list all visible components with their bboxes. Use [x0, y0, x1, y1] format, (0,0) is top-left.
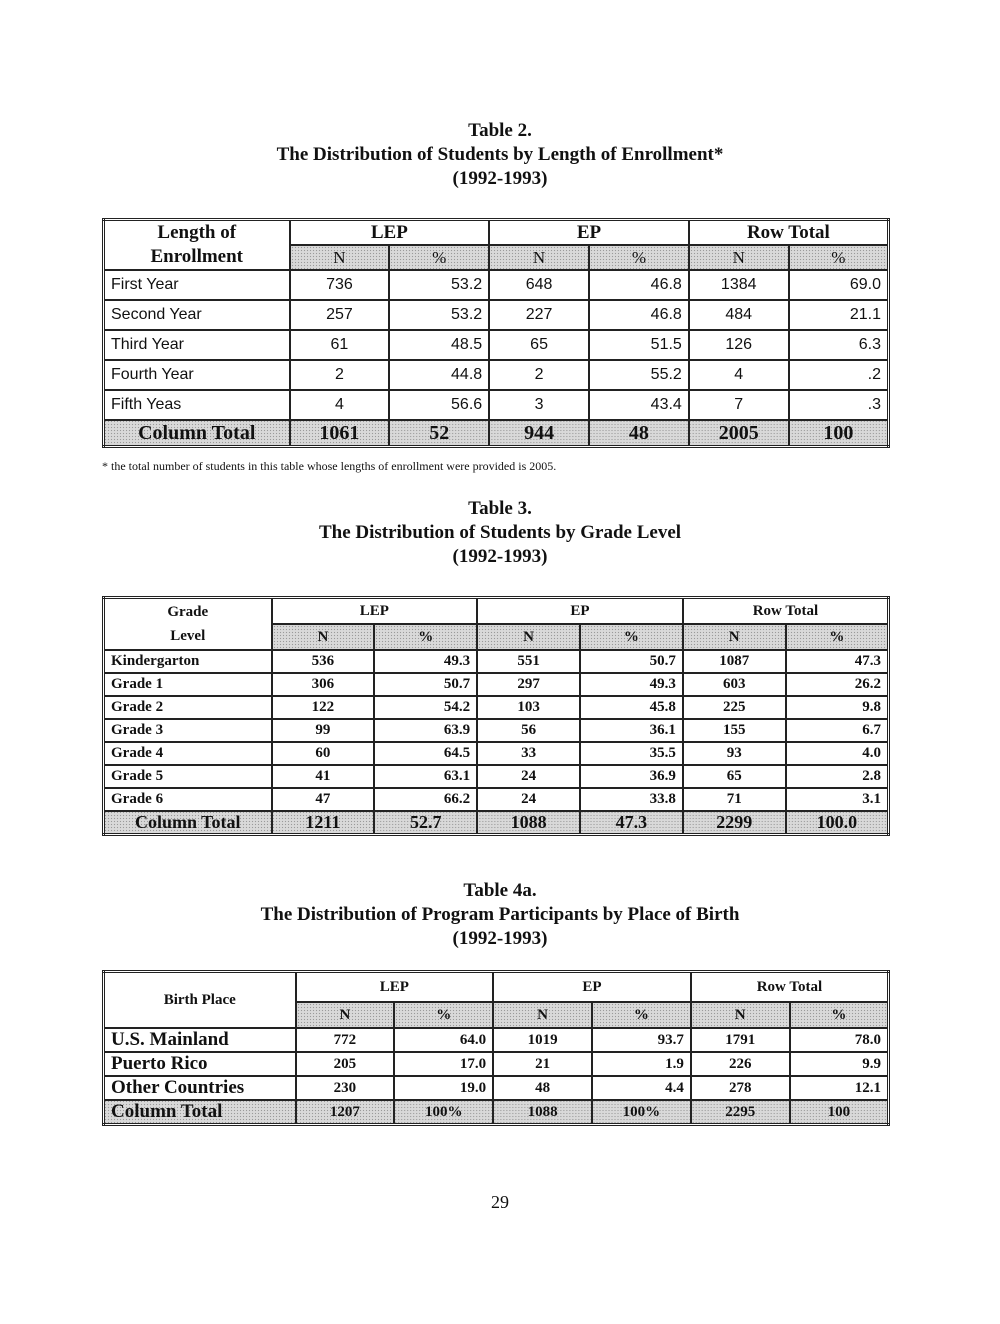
- table-cell: 41: [272, 765, 375, 788]
- table-cell: 278: [691, 1076, 790, 1100]
- table-cell: 19.0: [394, 1076, 493, 1100]
- table4a-group-row-total: Row Total: [691, 972, 889, 1003]
- table-cell: 227: [489, 300, 589, 330]
- table3-total-cell: 100.0: [786, 811, 889, 835]
- table-row: [104, 742, 889, 765]
- table-cell: 63.1: [374, 765, 477, 788]
- table4a-total-cell: 1207: [296, 1100, 395, 1125]
- row-label: Grade 5: [104, 765, 272, 788]
- table-cell: 306: [272, 673, 375, 696]
- table3-subheader-5: %: [786, 624, 889, 650]
- row-label: Grade 6: [104, 788, 272, 811]
- table3-group-lep: LEP: [272, 598, 478, 625]
- table-cell: 648: [489, 270, 589, 300]
- table-cell: 35.5: [580, 742, 683, 765]
- table-cell: 4.0: [786, 742, 889, 765]
- table-cell: 1791: [691, 1028, 790, 1052]
- table4a-title: Table 4a.: [463, 880, 537, 901]
- table2-subheader-3: %: [589, 245, 689, 270]
- table2-group-lep: LEP: [290, 220, 490, 246]
- table3-subheader-2: N: [477, 624, 580, 650]
- row-label: Second Year: [104, 300, 290, 330]
- table-cell: 1384: [689, 270, 789, 300]
- table4a-total-cell: 100%: [592, 1100, 691, 1125]
- table-cell: 78.0: [790, 1028, 889, 1052]
- table4a-subheader-4: N: [691, 1002, 790, 1028]
- table-cell: 53.2: [389, 300, 489, 330]
- table3-total-row: [104, 811, 889, 835]
- table-cell: 3: [489, 390, 589, 420]
- table-cell: 48: [493, 1076, 592, 1100]
- table2-total-cell: 48: [589, 420, 689, 447]
- table-cell: 225: [683, 696, 786, 719]
- table-row: [104, 270, 889, 300]
- table-cell: 47: [272, 788, 375, 811]
- page-number: 29: [491, 1192, 509, 1212]
- table3-subtitle: The Distribution of Students by Grade Level: [318, 522, 682, 543]
- table-cell: 93: [683, 742, 786, 765]
- table2-subtitle: The Distribution of Students by Length of Enrollment*: [276, 144, 724, 165]
- table-cell: 44.8: [389, 360, 489, 390]
- table-cell: 50.7: [374, 673, 477, 696]
- table-cell: 50.7: [580, 650, 683, 673]
- table4a-group-ep: EP: [493, 972, 691, 1003]
- table3-caption: [0, 497, 1000, 569]
- row-label: First Year: [104, 270, 290, 300]
- table-cell: 36.9: [580, 765, 683, 788]
- table-cell: 1.9: [592, 1052, 691, 1076]
- row-label: Fifth Yeas: [104, 390, 290, 420]
- table3-grade-level: [102, 596, 890, 836]
- table4a-total-cell: 100%: [394, 1100, 493, 1125]
- table-cell: 9.8: [786, 696, 889, 719]
- table-cell: 12.1: [790, 1076, 889, 1100]
- table-cell: 46.8: [589, 270, 689, 300]
- table-cell: .2: [789, 360, 889, 390]
- table3-subheader-1: %: [374, 624, 477, 650]
- table-cell: 33: [477, 742, 580, 765]
- table4a-subheader-5: %: [790, 1002, 889, 1028]
- table-cell: 21: [493, 1052, 592, 1076]
- table4a-total-label: Column Total: [104, 1100, 296, 1125]
- table-cell: 56.6: [389, 390, 489, 420]
- table-row: [104, 650, 889, 673]
- table2-title: Table 2.: [468, 120, 532, 141]
- table-cell: 65: [683, 765, 786, 788]
- table-cell: .3: [789, 390, 889, 420]
- table3-total-cell: 47.3: [580, 811, 683, 835]
- table-cell: 9.9: [790, 1052, 889, 1076]
- table-cell: 21.1: [789, 300, 889, 330]
- table3-total-cell: 1211: [272, 811, 375, 835]
- table-cell: 736: [290, 270, 390, 300]
- table2-subheader-2: N: [489, 245, 589, 270]
- table-cell: 155: [683, 719, 786, 742]
- table-row: [104, 360, 889, 390]
- table-cell: 24: [477, 788, 580, 811]
- table2-subheader-5: %: [789, 245, 889, 270]
- table2-total-cell: 2005: [689, 420, 789, 447]
- table-cell: 257: [290, 300, 390, 330]
- table4a-caption: [0, 879, 1000, 951]
- table3-title: Table 3.: [468, 498, 532, 519]
- table-row: [104, 696, 889, 719]
- table2-enrollment: [102, 218, 890, 448]
- table3-group-ep: EP: [477, 598, 683, 625]
- row-label: Grade 1: [104, 673, 272, 696]
- table3-label-header: Grade Level: [104, 598, 272, 651]
- row-label: Grade 2: [104, 696, 272, 719]
- table2-caption: [0, 119, 1000, 191]
- table-row: [104, 1052, 889, 1076]
- table-cell: 1087: [683, 650, 786, 673]
- table-cell: 60: [272, 742, 375, 765]
- table-row: [104, 788, 889, 811]
- row-label: Fourth Year: [104, 360, 290, 390]
- table-cell: 51.5: [589, 330, 689, 360]
- table2-subheader-4: N: [689, 245, 789, 270]
- table-cell: 6.3: [789, 330, 889, 360]
- table-cell: 4: [689, 360, 789, 390]
- table2-total-cell: 100: [789, 420, 889, 447]
- table-cell: 24: [477, 765, 580, 788]
- table-row: [104, 390, 889, 420]
- table4a-total-cell: 2295: [691, 1100, 790, 1125]
- table-cell: 7: [689, 390, 789, 420]
- table-cell: 226: [691, 1052, 790, 1076]
- table-cell: 43.4: [589, 390, 689, 420]
- table-cell: 55.2: [589, 360, 689, 390]
- table-row: [104, 673, 889, 696]
- table-cell: 6.7: [786, 719, 889, 742]
- row-label: Puerto Rico: [104, 1052, 296, 1076]
- table-cell: 49.3: [580, 673, 683, 696]
- table-cell: 47.3: [786, 650, 889, 673]
- table-cell: 46.8: [589, 300, 689, 330]
- table-cell: 551: [477, 650, 580, 673]
- table4a-subtitle: The Distribution of Program Participants by Place of Birth: [260, 904, 740, 925]
- table4a-total-row: [104, 1100, 889, 1125]
- row-label: Grade 3: [104, 719, 272, 742]
- table4a-group-lep: LEP: [296, 972, 494, 1003]
- table-cell: 297: [477, 673, 580, 696]
- table2-total-cell: 52: [389, 420, 489, 447]
- table-cell: 772: [296, 1028, 395, 1052]
- table-cell: 122: [272, 696, 375, 719]
- table4a-birth-place: [102, 970, 890, 1126]
- table4a-subheader-2: N: [493, 1002, 592, 1028]
- table3-subheader-3: %: [580, 624, 683, 650]
- table2-group-row-total: Row Total: [689, 220, 889, 246]
- table3-subheader-4: N: [683, 624, 786, 650]
- table2-subheader-1: %: [389, 245, 489, 270]
- table3-years: (1992-1993): [452, 546, 548, 567]
- table-cell: 2: [489, 360, 589, 390]
- table-cell: 93.7: [592, 1028, 691, 1052]
- table2-total-cell: 1061: [290, 420, 390, 447]
- table-row: [104, 1076, 889, 1100]
- table-cell: 3.1: [786, 788, 889, 811]
- table4a-subheader-1: %: [394, 1002, 493, 1028]
- table-cell: 230: [296, 1076, 395, 1100]
- table-cell: 66.2: [374, 788, 477, 811]
- table-row: [104, 300, 889, 330]
- table-row: [104, 330, 889, 360]
- table-cell: 64.5: [374, 742, 477, 765]
- table-cell: 205: [296, 1052, 395, 1076]
- table-row: [104, 1028, 889, 1052]
- table-cell: 4.4: [592, 1076, 691, 1100]
- table-cell: 69.0: [789, 270, 889, 300]
- table-cell: 63.9: [374, 719, 477, 742]
- table3-total-cell: 1088: [477, 811, 580, 835]
- table4a-total-cell: 1088: [493, 1100, 592, 1125]
- table-cell: 65: [489, 330, 589, 360]
- table2-total-label: Column Total: [104, 420, 290, 447]
- table2-label-header: Length of Enrollment: [104, 220, 290, 271]
- table3-total-label: Column Total: [104, 811, 272, 835]
- table2-total-row: [104, 420, 889, 447]
- table4a-label-header: Birth Place: [104, 972, 296, 1029]
- table2-total-cell: 944: [489, 420, 589, 447]
- table-cell: 49.3: [374, 650, 477, 673]
- table-cell: 1019: [493, 1028, 592, 1052]
- table-cell: 484: [689, 300, 789, 330]
- table3-total-cell: 2299: [683, 811, 786, 835]
- table2-group-ep: EP: [489, 220, 689, 246]
- table-row: [104, 765, 889, 788]
- table-cell: 64.0: [394, 1028, 493, 1052]
- table4a-subheader-0: N: [296, 1002, 395, 1028]
- row-label: U.S. Mainland: [104, 1028, 296, 1052]
- table-cell: 103: [477, 696, 580, 719]
- table-cell: 603: [683, 673, 786, 696]
- row-label: Other Countries: [104, 1076, 296, 1100]
- table-cell: 71: [683, 788, 786, 811]
- table2-footnote: * the total number of students in this table whose lengths of enrollment were provided is 2005.: [102, 459, 557, 473]
- table-cell: 36.1: [580, 719, 683, 742]
- table4a-total-cell: 100: [790, 1100, 889, 1125]
- table3-total-cell: 52.7: [374, 811, 477, 835]
- table-cell: 45.8: [580, 696, 683, 719]
- table3-subheader-0: N: [272, 624, 375, 650]
- table-row: [104, 719, 889, 742]
- table-cell: 61: [290, 330, 390, 360]
- table4a-years: (1992-1993): [452, 928, 548, 949]
- table2-subheader-0: N: [290, 245, 390, 270]
- table-cell: 536: [272, 650, 375, 673]
- table-cell: 17.0: [394, 1052, 493, 1076]
- table-cell: 56: [477, 719, 580, 742]
- table-cell: 54.2: [374, 696, 477, 719]
- table-cell: 126: [689, 330, 789, 360]
- table-cell: 4: [290, 390, 390, 420]
- table3-group-row-total: Row Total: [683, 598, 889, 625]
- table-cell: 53.2: [389, 270, 489, 300]
- table-cell: 2.8: [786, 765, 889, 788]
- table-cell: 33.8: [580, 788, 683, 811]
- table4a-subheader-3: %: [592, 1002, 691, 1028]
- table-cell: 48.5: [389, 330, 489, 360]
- row-label: Grade 4: [104, 742, 272, 765]
- table-cell: 2: [290, 360, 390, 390]
- table-cell: 26.2: [786, 673, 889, 696]
- row-label: Kindergarton: [104, 650, 272, 673]
- table2-years: (1992-1993): [452, 168, 548, 189]
- row-label: Third Year: [104, 330, 290, 360]
- table-cell: 99: [272, 719, 375, 742]
